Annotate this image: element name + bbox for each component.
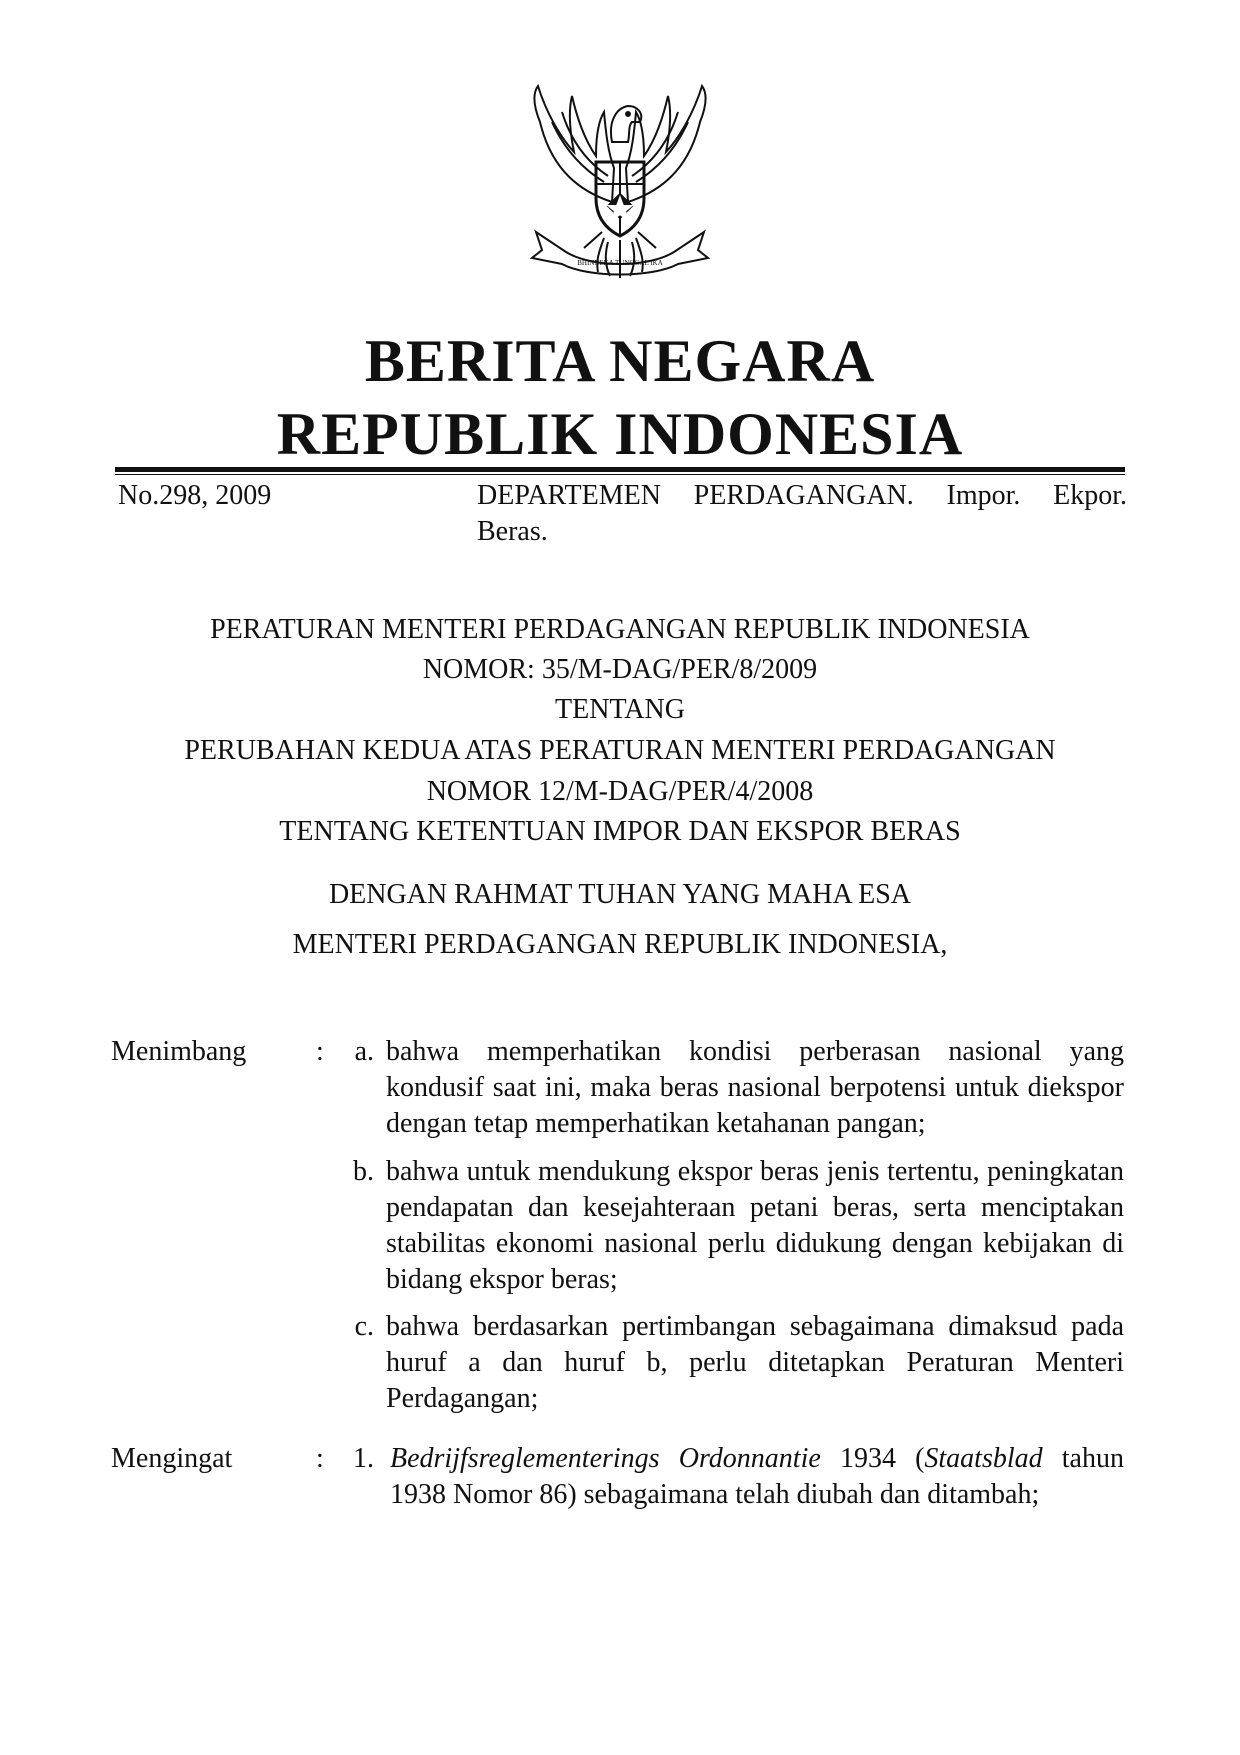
legal-basis-item: [390, 1441, 1124, 1513]
mengingat-colon: :: [316, 1443, 324, 1474]
italic-term: Bedrijfsreglementerings Ordonnantie: [390, 1443, 821, 1474]
garuda-emblem-icon: [512, 82, 728, 304]
text-segment: 1934 (: [820, 1443, 925, 1474]
item-marker: b.: [353, 1156, 374, 1187]
gazette-subject: DEPARTEMEN PERDAGANGAN. Impor. Ekpor.: [477, 480, 1127, 511]
item-marker: 1.: [353, 1443, 374, 1474]
publication-title: BERITA NEGARA: [364, 328, 876, 394]
regulation-heading-line: NOMOR: 35/M-DAG/PER/8/2009: [422, 654, 818, 685]
mengingat-label: Mengingat: [111, 1443, 233, 1474]
publication-subtitle: REPUBLIK INDONESIA: [276, 401, 964, 467]
item-marker: a.: [354, 1036, 374, 1067]
consideration-item: bahwa untuk mendukung ekspor beras jenis tertentu, peningkatan pendapatan dan kesejahteraan petani beras, serta menciptakan stabilitas ekonomi nasional perlu didukung dengan kebijakan di bidang ekspor beras;: [386, 1156, 1124, 1295]
item-marker: c.: [354, 1311, 374, 1342]
gazette-subject-continued: Beras.: [477, 516, 548, 547]
gazette-number: No.298, 2009: [118, 480, 272, 511]
consideration-item: bahwa berdasarkan pertimbangan sebagaimana dimaksud pada huruf a dan huruf b, perlu ditetapkan Peraturan Menteri Perdagangan;: [386, 1311, 1124, 1414]
opening-line: MENTERI PERDAGANGAN REPUBLIK INDONESIA,: [292, 929, 948, 960]
regulation-heading-line: TENTANG KETENTUAN IMPOR DAN EKSPOR BERAS: [279, 816, 961, 847]
regulation-heading-line: PERATURAN MENTERI PERDAGANGAN REPUBLIK INDONESIA: [210, 614, 1030, 645]
svg-text:BHINNEKA TUNGGAL IKA: BHINNEKA TUNGGAL IKA: [577, 259, 663, 267]
regulation-heading-line: PERUBAHAN KEDUA ATAS PERATURAN MENTERI PERDAGANGAN: [184, 735, 1056, 766]
regulation-heading-line: TENTANG: [555, 694, 685, 725]
consideration-item: bahwa memperhatikan kondisi perberasan nasional yang kondusif saat ini, maka beras nasional berpotensi untuk diekspor dengan tetap memperhatikan ketahanan pangan;: [386, 1036, 1124, 1139]
header-rule-thin: [115, 474, 1125, 475]
opening-line: DENGAN RAHMAT TUHAN YANG MAHA ESA: [328, 879, 912, 910]
text-segment: tahun 1938 Nomor 86) sebagaimana telah diubah dan ditambah;: [390, 1443, 1124, 1510]
italic-term: Staatsblad: [924, 1443, 1043, 1474]
header-rule: [115, 467, 1125, 472]
regulation-heading-line: NOMOR 12/M-DAG/PER/4/2008: [426, 776, 814, 807]
menimbang-label: Menimbang: [111, 1036, 247, 1067]
menimbang-colon: :: [316, 1036, 324, 1067]
